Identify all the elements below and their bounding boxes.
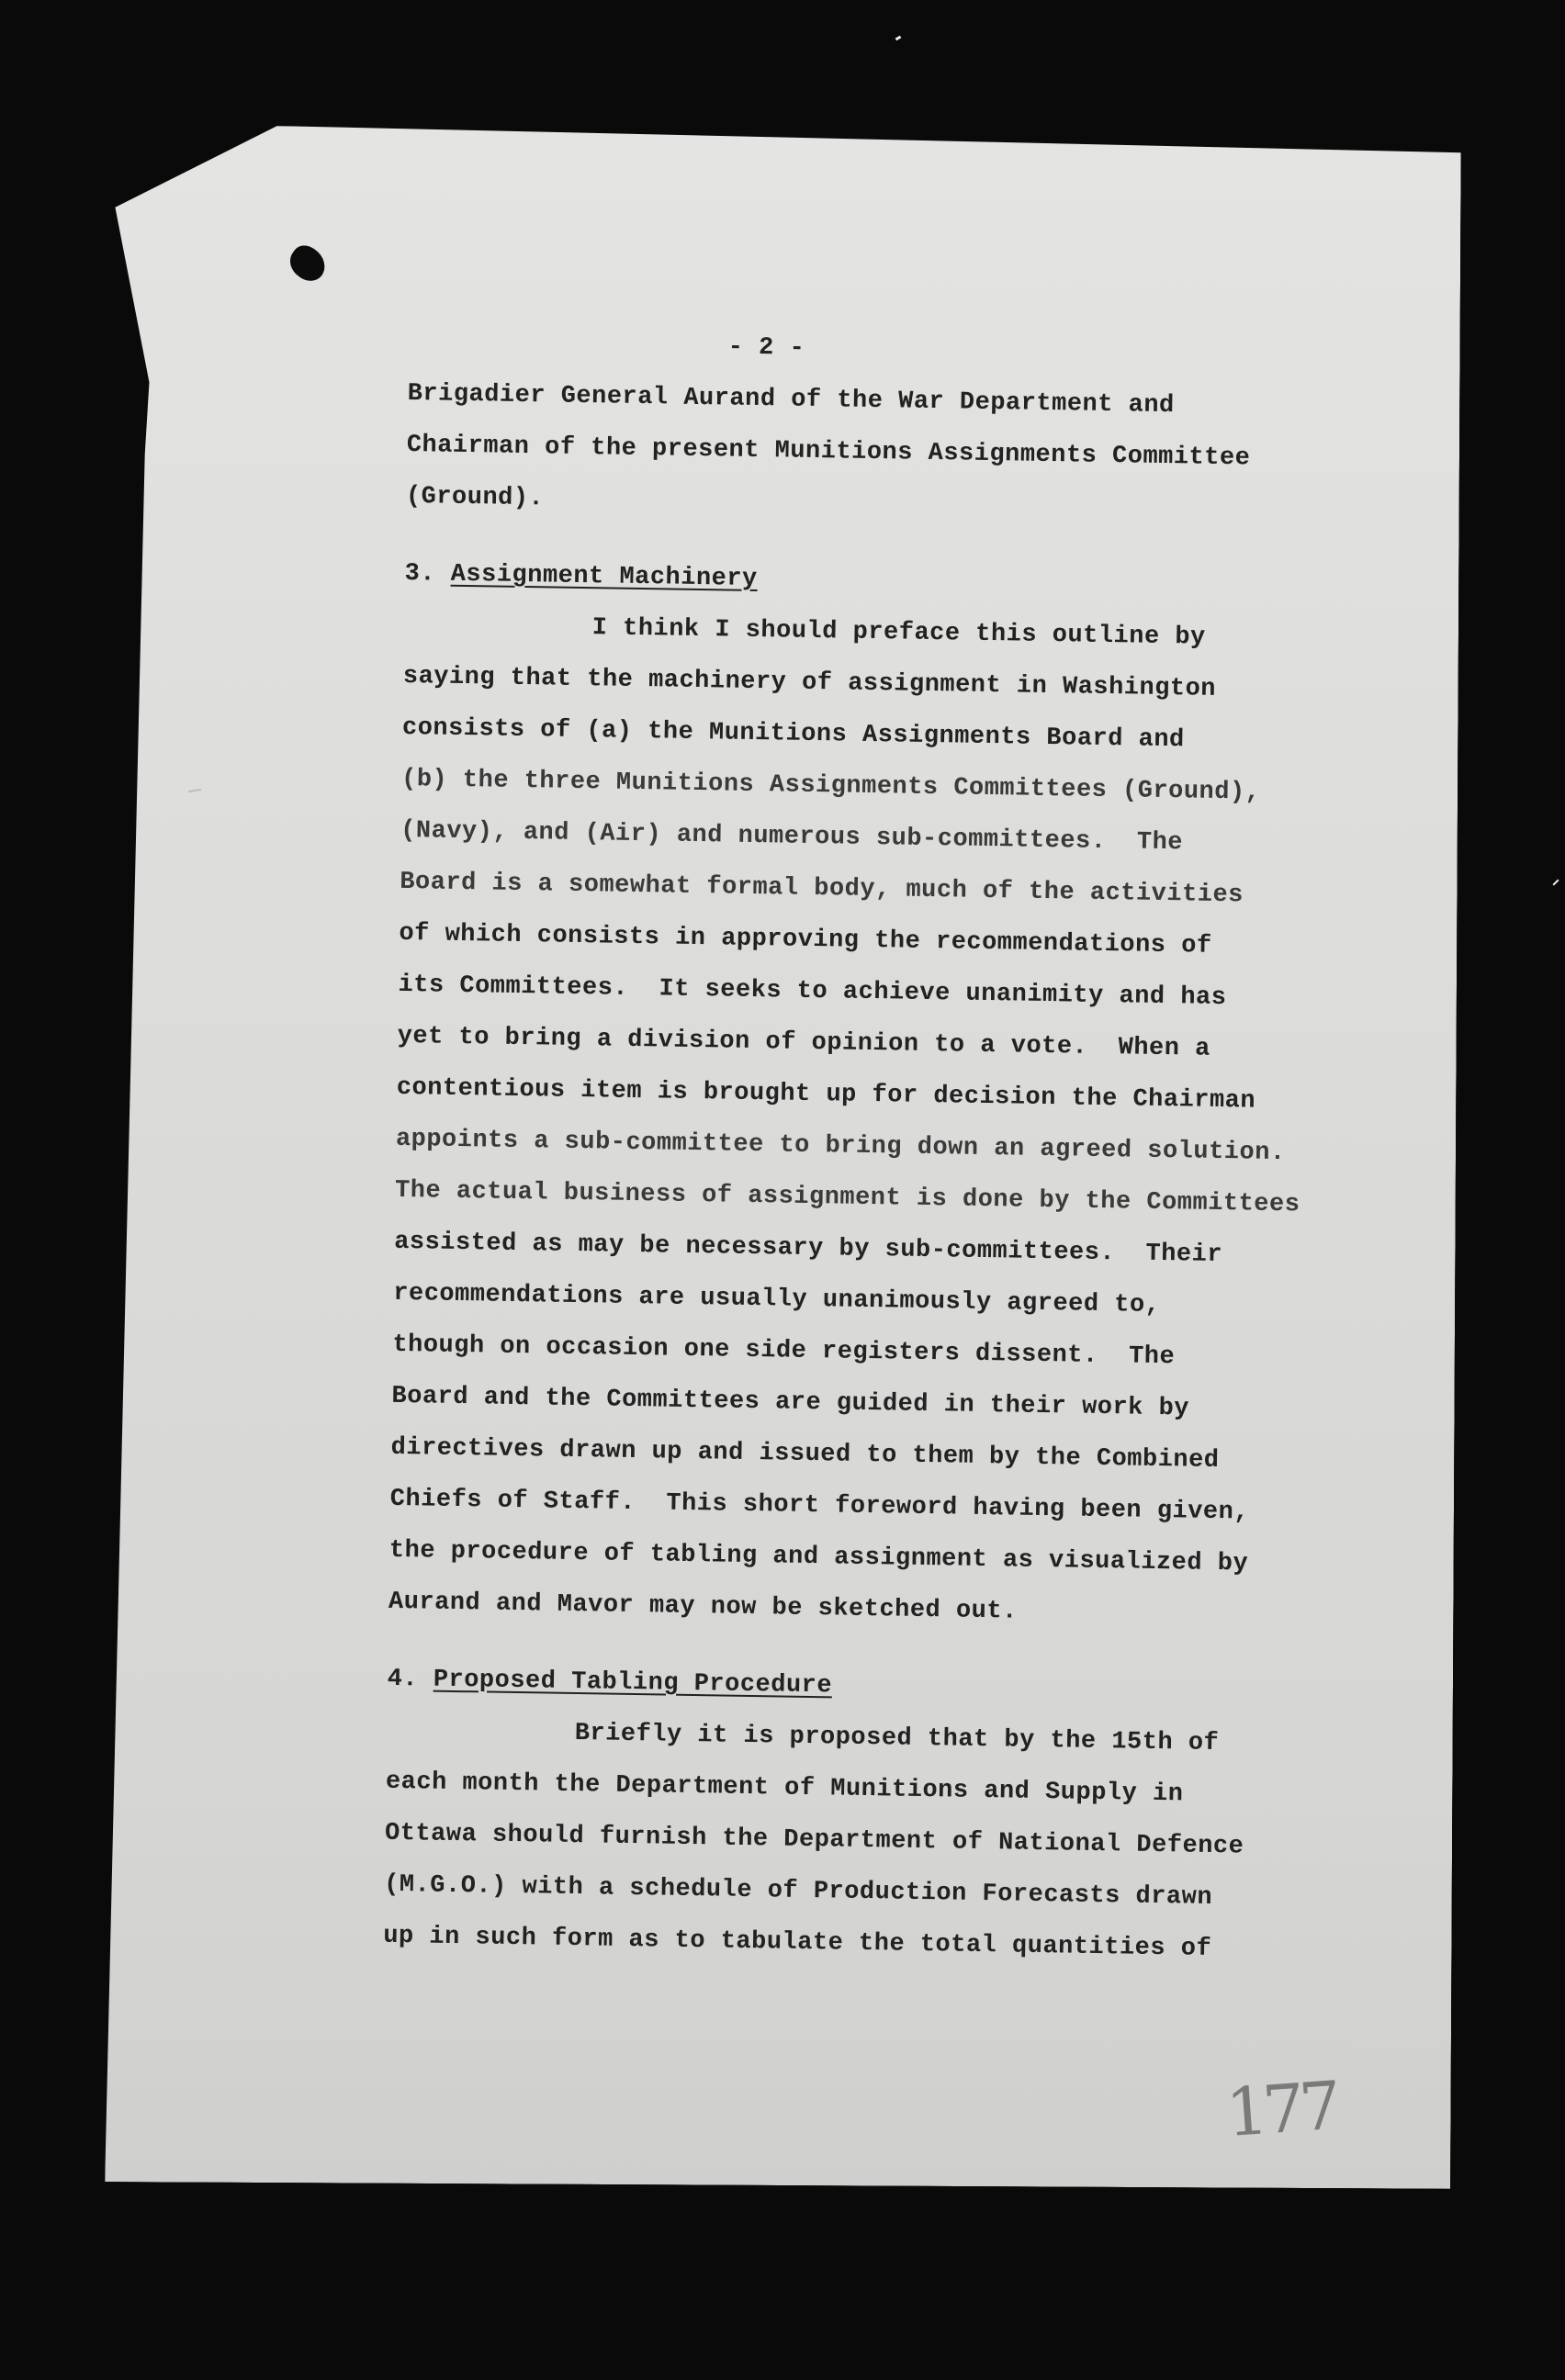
dust-speck (895, 36, 902, 41)
text-line: Ottawa should furnish the Department of National Defence (384, 1819, 1244, 1861)
text-line: contentious item is brought up for decision the Chairman (396, 1073, 1256, 1116)
text-line: recommendations are usually unanimously agreed to, (393, 1279, 1161, 1319)
text-line: directives drawn up and issued to them by the Combined (390, 1433, 1220, 1476)
section-number: 3. (404, 559, 436, 589)
text-line: each month the Department of Munitions and Supply in (385, 1768, 1184, 1809)
text-line: though on occasion one side registers dissent. The (392, 1330, 1176, 1372)
text-line: I think I should preface this outline by (591, 614, 1206, 652)
text-line: yet to bring a division of opinion to a vote. When a (397, 1022, 1211, 1063)
text-line: (Navy), and (Air) and numerous sub-committees. The (400, 816, 1184, 858)
section-title: Proposed Tabling Procedure (433, 1666, 833, 1701)
text-line: Brigadier General Aurand of the War Department and (407, 379, 1175, 421)
text-line: its Committees. It seeks to achieve unanimity and has (398, 971, 1227, 1013)
text-line: Board is a somewhat formal body, much of the activities (400, 868, 1244, 910)
page-number: - 2 - (727, 333, 805, 363)
text-line: (b) the three Munitions Assignments Committees (Ground), (400, 765, 1261, 807)
section-3-paragraph (388, 600, 1378, 1644)
text-line: up in such form as to tabulate the total quantities of (383, 1922, 1212, 1963)
text-line: Aurand and Mavor may now be sketched out. (388, 1588, 1018, 1626)
text-line: (M.G.O.) with a schedule of Production Forecasts drawn (383, 1870, 1213, 1912)
text-line: Board and the Committees are guided in their work by (391, 1382, 1190, 1423)
text-line: saying that the machinery of assignment in Washington (402, 662, 1217, 703)
text-line: appoints a sub-committee to bring down an agreed solution. (395, 1125, 1286, 1168)
section-title: Assignment Machinery (450, 560, 758, 593)
text-line: assisted as may be necessary by sub-committees. Their (393, 1228, 1223, 1270)
dust-speck (1552, 879, 1559, 885)
text-line: The actual business of assignment is done by the Committees (394, 1176, 1300, 1219)
text-line: the procedure of tabling and assignment as visualized by (388, 1536, 1249, 1578)
text-line: Briefly it is proposed that by the 15th of (574, 1720, 1220, 1758)
text-line: (Ground). (405, 482, 545, 513)
text-line: consists of (a) the Munitions Assignments Board and (401, 713, 1185, 755)
section-4-paragraph (383, 1705, 1360, 1978)
document-body (383, 317, 1382, 1977)
text-line: Chairman of the present Munitions Assignments Committee (406, 431, 1251, 473)
text-line: of which consists in approving the recommendations of (399, 919, 1212, 960)
handwritten-folio-number: 177 (1223, 2066, 1339, 2152)
text-line: Chiefs of Staff. This short foreword having been given, (389, 1485, 1250, 1527)
section-number: 4. (387, 1665, 419, 1694)
intro-paragraph (405, 368, 1381, 538)
